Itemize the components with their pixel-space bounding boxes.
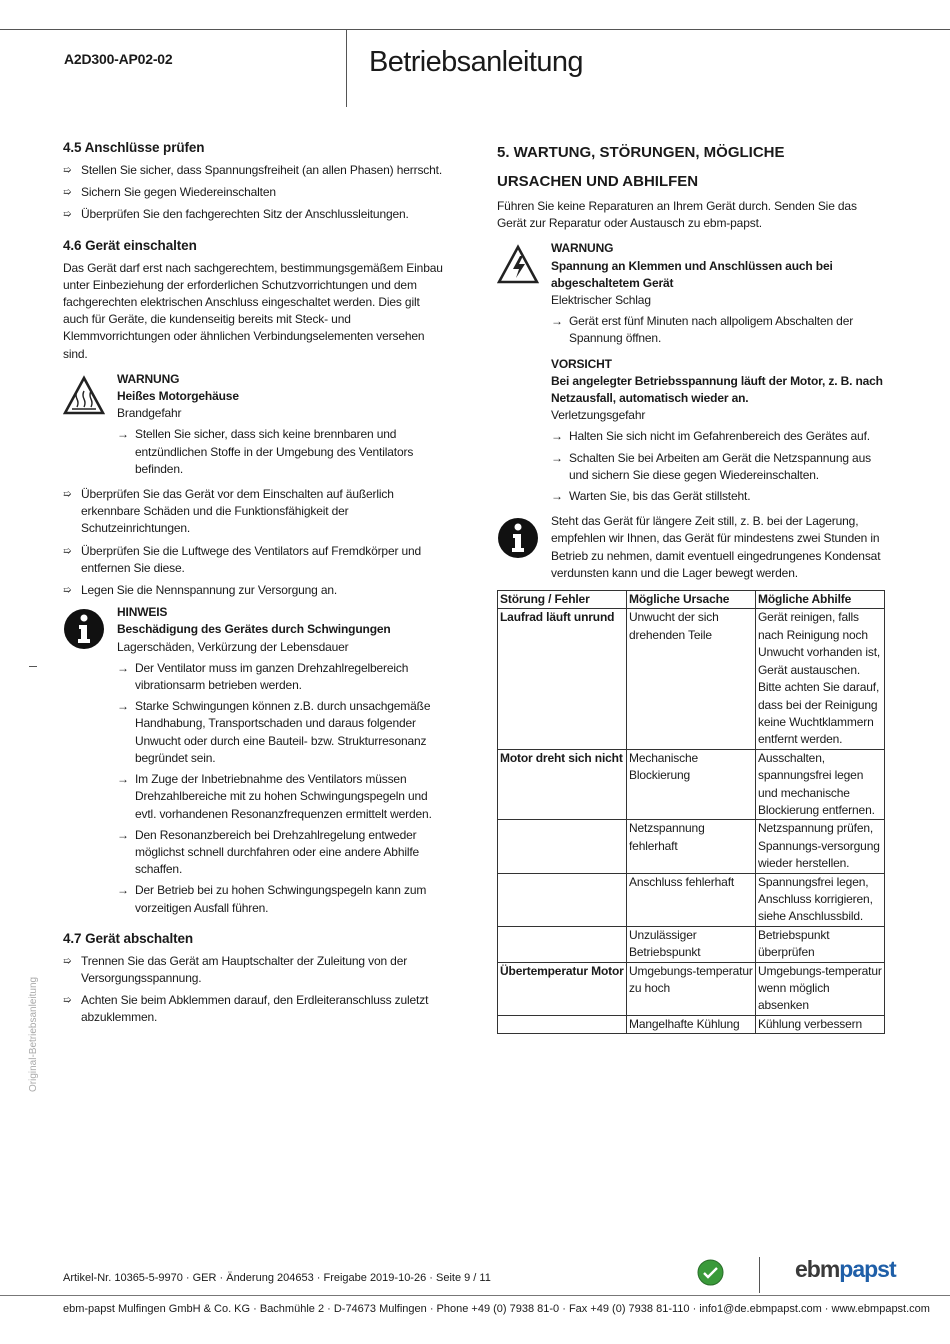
arrow-bullet-icon: ➯ — [63, 955, 72, 967]
table-row — [498, 609, 885, 749]
article-info: Artikel-Nr. 10365-5-9970 · GER · Änderung 204653 · Freigabe 2019-10-26 · Seite 9 / 11 — [63, 1272, 491, 1284]
action-item: → Gerät erst fünf Minuten nach allpoligem Abschalten der Spannung öffnen. — [551, 314, 854, 346]
margin-tick — [29, 666, 37, 667]
document-title: Betriebsanleitung — [369, 46, 583, 78]
cause-cell: Mechanische Blockierung — [627, 749, 756, 820]
fault-cell — [498, 926, 627, 962]
arrow-bullet-icon: ➯ — [63, 995, 72, 1007]
cause-cell: Mangelhafte Kühlung — [627, 1015, 756, 1033]
action-item: → Stellen Sie sicher, dass sich keine brennbaren und entzündlichen Stoffe in der Umgebung des Ventilators befinden. — [117, 427, 414, 476]
action-item: → Warten Sie, bis das Gerät stillsteht. — [551, 488, 887, 505]
arrow-bullet-icon: ➯ — [63, 165, 72, 176]
list-item: ➯ Trennen Sie das Gerät am Hauptschalter der Zuleitung von der Versorgungsspannung. — [63, 953, 408, 985]
list-item: ➯ Überprüfen Sie die Luftwege des Ventilators auf Fremdkörper und entfernen Sie diese. — [63, 543, 422, 575]
list-item: ➯ Legen Sie die Nennspannung zur Versorgung an. — [63, 582, 443, 599]
right-arrow-icon: → — [551, 489, 563, 504]
cause-cell: Netzspannung fehlerhaft — [627, 820, 756, 873]
info-icon — [497, 517, 539, 559]
section-5-title-line1: 5. WARTUNG, STÖRUNGEN, MÖGLICHE — [497, 144, 785, 161]
header-divider — [346, 29, 347, 107]
fault-cell — [498, 820, 627, 873]
company-info: ebm-papst Mulfingen GmbH & Co. KG · Bachmühle 2 · D-74673 Mulfingen · Phone +49 (0) 7938 81-0 · Fax +49 (0) 7938 81-110 · info1@de.ebmpapst.com · www.ebmpapst.com — [63, 1303, 930, 1315]
section-4-6-text: Das Gerät darf erst nach sachgerechtem, bestimmungsgemäßem Einbau unter Einbeziehung der erforderlichen Schutzvorrichtungen und dem fachgerechten elektrischen Anschluss eingeschaltet werden. Dies gilt auch für Geräte, die kundenseitig bereits mit Steck- und Klemmvorrichtungen oder ähnlichen Verbindungselementen versehen sind. — [63, 260, 443, 361]
fault-cell: Übertemperatur Motor — [498, 962, 627, 1015]
action-item: → Halten Sie sich nicht im Gefahrenbereich des Gerätes auf. — [551, 428, 887, 445]
ebmpapst-logo[interactable]: ebmpapst — [795, 1256, 896, 1282]
notice-title: Spannung an Klemmen und Anschlüssen auch bei abgeschaltetem Gerät — [551, 258, 833, 290]
section-4-5-title: 4.5 Anschlüsse prüfen — [63, 140, 205, 155]
fault-cell: Motor dreht sich nicht — [498, 749, 627, 820]
cause-cell: Umgebungs-temperatur zu hoch — [627, 962, 756, 1015]
table-row — [498, 749, 885, 820]
hint-vibrations — [63, 604, 443, 916]
right-arrow-icon: → — [551, 450, 563, 465]
footer-rule — [0, 1295, 950, 1296]
side-label: Original-Betriebsanleitung — [28, 976, 39, 1092]
list-item: ➯ Stellen Sie sicher, dass Spannungsfreiheit (an allen Phasen) herrscht. — [63, 162, 443, 179]
notice-title: Heißes Motorgehäuse — [117, 389, 239, 404]
electric-shock-warning-icon — [497, 244, 539, 286]
table-header-cell: Mögliche Abhilfe — [756, 591, 885, 609]
remedy-cell: Umgebungs-temperatur wenn möglich absenken — [756, 962, 885, 1015]
remedy-cell: Netzspannung prüfen, Spannungs-versorgung wieder herstellen. — [756, 820, 885, 873]
remedy-cell: Gerät reinigen, falls nach Reinigung noch Unwucht vorhanden ist, Gerät austauschen. Bitte achten Sie darauf, dass bei der Reinigung keine Wuchtklammern entfernt werden. — [756, 609, 885, 749]
right-arrow-icon: → — [117, 883, 129, 898]
notice-risk: Lagerschäden, Verkürzung der Lebensdauer — [117, 639, 349, 654]
warning-voltage — [497, 240, 887, 347]
green-tech-badge-icon — [697, 1259, 724, 1286]
action-item: → Schalten Sie bei Arbeiten am Gerät die Netzspannung aus und sichern Sie diese gegen Wiedereinschalten. — [551, 450, 871, 482]
right-arrow-icon: → — [551, 429, 563, 444]
list-item: ➯ Achten Sie beim Abklemmen darauf, den Erdleiteranschluss zuletzt abzuklemmen. — [63, 993, 429, 1025]
notice-title: Bei angelegter Betriebsspannung läuft der Motor, z. B. nach Netzausfall, automatisch wieder an. — [551, 373, 883, 406]
section-5-title-line2: URSACHEN UND ABHILFEN — [497, 173, 699, 190]
cause-cell: Unzulässiger Betriebspunkt — [627, 926, 756, 962]
arrow-bullet-icon: ➯ — [63, 209, 72, 221]
arrow-bullet-icon: ➯ — [63, 187, 72, 199]
notice-risk: Verletzungsgefahr — [551, 408, 646, 423]
cause-cell: Unwucht der sich drehenden Teile — [627, 609, 756, 749]
action-item: → Der Betrieb bei zu hohen Schwingungspegeln kann zum vorzeitigen Ausfall führen. — [117, 883, 427, 915]
table-header-cell: Mögliche Ursache — [627, 591, 756, 609]
right-arrow-icon: → — [551, 314, 563, 329]
action-item: → Im Zuge der Inbetriebnahme des Ventilators müssen Drehzahlbereiche mit zu hohen Schwingungspegeln und evtl. vorhandenen Resonanzfrequenzen ermittelt werden. — [117, 772, 432, 821]
notice-label: VORSICHT — [551, 356, 612, 371]
notice-risk: Brandgefahr — [117, 406, 182, 421]
notice-label: WARNUNG — [117, 371, 180, 386]
warning-hot-housing — [63, 371, 443, 478]
remedy-cell: Ausschalten, spannungsfrei legen und mechanische Blockierung entfernen. — [756, 749, 885, 820]
fault-cell — [498, 873, 627, 926]
list-item: ➯ Überprüfen Sie das Gerät vor dem Einschalten auf äußerlich erkennbare Schäden und die Funktionsfähigkeit der Schutzeinrichtungen. — [63, 487, 394, 536]
right-column — [497, 140, 887, 1034]
table-row — [498, 820, 885, 873]
hot-surface-warning-icon — [63, 375, 105, 417]
info-icon — [63, 608, 105, 650]
section-4-7-title: 4.7 Gerät abschalten — [63, 930, 194, 946]
section-4-6-title: 4.6 Gerät einschalten — [63, 237, 197, 253]
cause-cell: Anschluss fehlerhaft — [627, 873, 756, 926]
table-row — [498, 962, 885, 1015]
arrow-bullet-icon: ➯ — [63, 545, 72, 557]
fault-cell: Laufrad läuft unrund — [498, 609, 627, 749]
table-row — [498, 926, 885, 962]
table-row — [498, 873, 885, 926]
fault-table — [497, 590, 885, 1034]
info-text: Steht das Gerät für längere Zeit still, z. B. bei der Lagerung, empfehlen wir Ihnen, das Gerät für mindestens zwei Stunden in Betrieb zu nehmen, damit eventuell eingedrungenes Kondensat verdunsten kann und die Lager bewegt werden. — [551, 514, 881, 580]
right-arrow-icon: → — [117, 772, 129, 787]
notice-risk: Elektrischer Schlag — [551, 293, 651, 308]
remedy-cell: Betriebspunkt überprüfen — [756, 926, 885, 962]
fault-cell — [498, 1015, 627, 1033]
remedy-cell: Kühlung verbessern — [756, 1015, 885, 1033]
arrow-bullet-icon: ➯ — [63, 489, 72, 501]
right-arrow-icon: → — [117, 660, 129, 675]
section-5-text: Führen Sie keine Reparaturen an Ihrem Gerät durch. Senden Sie das Gerät zur Reparatur oder Austausch zu ebm-papst. — [497, 199, 857, 231]
arrow-bullet-icon: ➯ — [63, 585, 72, 597]
remedy-cell: Spannungsfrei legen, Anschluss korrigieren, siehe Anschlussbild. — [756, 873, 885, 926]
notice-label: WARNUNG — [551, 241, 614, 256]
right-arrow-icon: → — [117, 827, 129, 842]
notice-title: Beschädigung des Gerätes durch Schwingungen — [117, 622, 391, 637]
left-column — [63, 140, 443, 1032]
right-arrow-icon: → — [117, 427, 129, 442]
action-item: → Der Ventilator muss im ganzen Drehzahlregelbereich vibrationsarm betrieben werden. — [117, 660, 409, 693]
header-rule — [0, 29, 950, 30]
caution-restart — [497, 356, 887, 506]
model-number: A2D300-AP02-02 — [64, 51, 173, 67]
action-item: → Starke Schwingungen können z.B. durch unsachgemäße Handhabung, Transportschaden und daraus folgender Unwucht oder durch eine Bauteil- bzw. Strukturresonanz begründet sein. — [117, 699, 431, 765]
table-row — [498, 1015, 885, 1033]
list-item: ➯ Sichern Sie gegen Wiedereinschalten — [63, 184, 443, 201]
notice-label: HINWEIS — [117, 605, 168, 620]
info-storage — [497, 513, 887, 582]
right-arrow-icon: → — [117, 699, 129, 714]
action-item: → Den Resonanzbereich bei Drehzahlregelung entweder möglichst schnell durchfahren oder eine andere Abhilfe schaffen. — [117, 827, 420, 877]
table-header-cell: Störung / Fehler — [498, 591, 627, 609]
footer-divider — [759, 1257, 760, 1293]
list-item: ➯ Überprüfen Sie den fachgerechten Sitz der Anschlussleitungen. — [63, 206, 443, 223]
table-header-row — [498, 591, 885, 609]
